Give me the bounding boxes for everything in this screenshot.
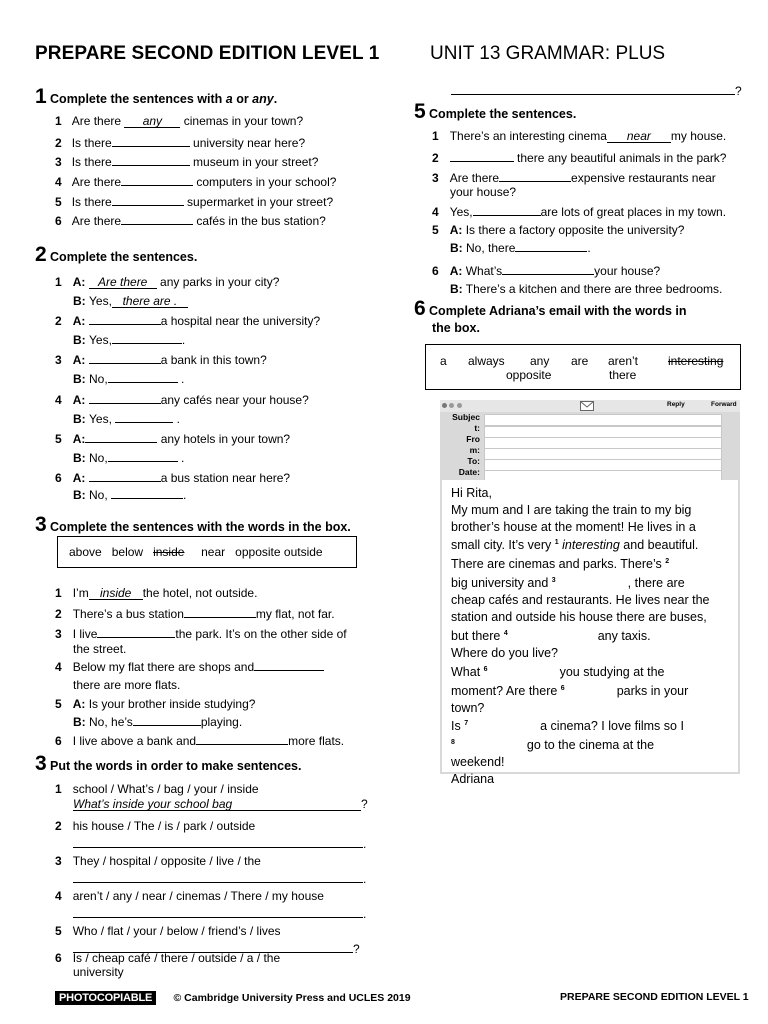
s5-item-2: 2 there any beautiful animals in the park? bbox=[432, 151, 727, 165]
s2-item-2: 2 A: a hospital near the university? B: Yes, . bbox=[55, 314, 321, 347]
blank[interactable] bbox=[108, 370, 178, 383]
copyright: © Cambridge University Press and UCLES 2019 bbox=[173, 992, 411, 1004]
s3-item-5: 5 A: Is your brother inside studying? B: No, he’s playing. bbox=[55, 697, 256, 729]
s3-item-2: 2 There’s a bus station my flat, not far. bbox=[55, 607, 335, 621]
blank[interactable] bbox=[89, 391, 161, 404]
box-word-used: inside bbox=[153, 545, 185, 559]
email-line: station and outside his house there are buses, bbox=[451, 610, 707, 625]
section-number: 6 bbox=[414, 297, 426, 320]
section-title: Complete the sentences with a or any. bbox=[50, 92, 278, 106]
answer-line[interactable] bbox=[73, 905, 363, 918]
email-line: cheap cafés and restaurants. He lives near the bbox=[451, 593, 710, 608]
blank[interactable] bbox=[108, 449, 178, 462]
s4-item-1: 1 school / What’s / bag / your / inside What’s inside your school bag ? bbox=[55, 782, 368, 811]
subject-label-cont: t: bbox=[474, 423, 480, 433]
window-dot-icon[interactable] bbox=[457, 403, 462, 408]
blank[interactable] bbox=[254, 658, 324, 671]
blank[interactable] bbox=[111, 486, 183, 499]
s4-item-5: 5 Who / flat / your / below / friend’s / lives ? bbox=[55, 924, 360, 956]
footer-left bbox=[55, 990, 411, 1004]
section-3-heading bbox=[35, 513, 351, 537]
email-line: My mum and I are taking the train to my big bbox=[451, 502, 692, 517]
date-label: Date: bbox=[458, 467, 480, 477]
footer-right: PREPARE SECOND EDITION LEVEL 1 bbox=[560, 991, 749, 1003]
email-line: There are cinemas and parks. There’s $^2$ bbox=[451, 557, 670, 572]
answer: inside bbox=[89, 587, 143, 600]
s1-item-4: 4 Are there computers in your school? bbox=[55, 175, 337, 189]
blank[interactable] bbox=[133, 713, 201, 726]
email-line: moment? Are there $^6$ parks in your bbox=[451, 683, 689, 698]
s5-item-5: 5 A: Is there a factory opposite the university? B: No, there . bbox=[432, 223, 685, 255]
s1-item-6: 6 Are there cafés in the bus station? bbox=[55, 214, 326, 228]
box-word: opposite bbox=[235, 545, 281, 559]
s3-item-6: 6 I live above a bank and more flats. bbox=[55, 734, 345, 748]
answer: Are there bbox=[89, 276, 157, 289]
s4-item-3: 3 They / hospital / opposite / live / the . bbox=[55, 854, 367, 886]
s2-item-4: 4 A: any cafés near your house? B: Yes, . bbox=[55, 393, 309, 426]
section-number: 1 bbox=[35, 85, 47, 108]
section-title-cont: the box. bbox=[432, 321, 480, 335]
blank[interactable] bbox=[112, 153, 190, 166]
box-word: outside bbox=[283, 545, 323, 559]
window-dot-icon[interactable] bbox=[449, 403, 454, 408]
box-word: always bbox=[468, 354, 505, 368]
section-title: Complete Adriana’s email with the words in bbox=[429, 304, 687, 318]
s3-item-4: 4 Below my flat there are shops and there are more flats. bbox=[55, 658, 324, 694]
email-line: town? bbox=[451, 700, 485, 715]
email-text bbox=[451, 485, 735, 788]
s4-item-6: 6 Is / cheap café / there / outside / a / the university bbox=[55, 951, 281, 979]
blank[interactable] bbox=[196, 732, 288, 745]
from-label: Fro bbox=[466, 434, 480, 444]
answer-line[interactable] bbox=[451, 82, 735, 95]
blank[interactable] bbox=[112, 331, 182, 344]
blank[interactable] bbox=[184, 605, 256, 618]
blank[interactable] bbox=[85, 430, 157, 443]
section-number: 3 bbox=[35, 513, 47, 536]
s1-item-5: 5 Is there supermarket in your street? bbox=[55, 195, 334, 209]
email-line: weekend! bbox=[451, 755, 505, 770]
email-line: $^8$ go to the cinema at the bbox=[451, 738, 655, 753]
blank[interactable] bbox=[115, 410, 173, 423]
section-5-heading bbox=[414, 100, 576, 124]
section-6-heading bbox=[414, 297, 687, 337]
window-dot-icon[interactable] bbox=[442, 403, 447, 408]
to-label: To: bbox=[467, 456, 480, 466]
box-word: opposite bbox=[506, 368, 552, 382]
email-line: small city. It’s very $^1$ interesting and beautiful. bbox=[451, 538, 699, 553]
section-title: Complete the sentences. bbox=[429, 107, 577, 121]
blank[interactable] bbox=[97, 625, 175, 638]
email-labels bbox=[444, 412, 480, 478]
section-title: Complete the sentences. bbox=[50, 250, 198, 264]
s5-item-3: 3 Are there expensive restaurants near your house? bbox=[432, 171, 716, 199]
blank[interactable] bbox=[121, 173, 193, 186]
header-title: PREPARE SECOND EDITION LEVEL 1 bbox=[35, 43, 380, 64]
email-body[interactable] bbox=[442, 480, 738, 786]
s3-item-3: 3 I live the park. It’s on the other side of the street. bbox=[55, 627, 347, 656]
s5-item-6: 6 A: What’s your house? B: There’s a kitchen and there are three bedrooms. bbox=[432, 264, 723, 296]
email-line: What $^6$ you studying at the bbox=[451, 664, 665, 679]
box-word: any bbox=[530, 354, 550, 368]
word-box bbox=[425, 344, 741, 390]
blank[interactable] bbox=[499, 169, 571, 182]
reply-button[interactable]: Reply bbox=[667, 401, 685, 408]
email-line: Where do you live? bbox=[451, 645, 559, 660]
blank[interactable] bbox=[450, 149, 514, 162]
photocopiable-badge: PHOTOCOPIABLE bbox=[55, 991, 156, 1005]
section-number: 2 bbox=[35, 243, 47, 266]
section-number: 5 bbox=[414, 100, 426, 123]
box-word: a bbox=[440, 354, 447, 368]
box-word: there bbox=[609, 368, 637, 382]
box-word-used: interesting bbox=[668, 354, 724, 368]
section-number: 3 bbox=[35, 752, 47, 775]
unit-title: UNIT 13 GRAMMAR: PLUS bbox=[430, 43, 666, 64]
subject-field[interactable] bbox=[484, 414, 722, 426]
blank[interactable] bbox=[89, 351, 161, 364]
word-box bbox=[57, 536, 357, 568]
blank[interactable] bbox=[89, 312, 161, 325]
blank[interactable] bbox=[112, 193, 184, 206]
box-word: above bbox=[69, 545, 102, 559]
section-1-heading bbox=[35, 85, 277, 109]
email-line: Hi Rita, bbox=[451, 486, 492, 500]
answer-line[interactable] bbox=[73, 870, 363, 883]
subject-label: Subjec bbox=[452, 412, 480, 422]
s5-item-1: 1 There’s an interesting cinema near my house. bbox=[432, 129, 727, 143]
section-2-heading bbox=[35, 243, 197, 267]
section-title: Put the words in order to make sentences. bbox=[50, 759, 302, 773]
box-word: near bbox=[201, 545, 226, 559]
s5-item-4: 4 Yes, are lots of great places in my town. bbox=[432, 205, 727, 219]
blank[interactable] bbox=[89, 469, 161, 482]
email-window bbox=[440, 400, 740, 786]
section-title: Complete the sentences with the words in the box. bbox=[50, 520, 351, 534]
box-word: aren’t bbox=[608, 354, 639, 368]
email-line: but there $^4$ any taxis. bbox=[451, 629, 651, 643]
email-line: big university and $^3$ , there are bbox=[451, 576, 685, 591]
answer-line[interactable] bbox=[73, 835, 363, 848]
envelope-icon[interactable] bbox=[580, 401, 594, 411]
from-label-cont: m: bbox=[469, 445, 480, 455]
s4-item-2: 2 his house / The / is / park / outside . bbox=[55, 819, 367, 851]
s1-item-3: 3 Is there museum in your street? bbox=[55, 155, 319, 169]
box-word: below bbox=[111, 545, 144, 559]
answer: What’s inside your school bag bbox=[73, 798, 361, 811]
answer: there are . bbox=[112, 295, 188, 308]
s2-item-3: 3 A: a bank in this town? B: No, . bbox=[55, 353, 267, 386]
email-line: brother’s house at the moment! He lives in a bbox=[451, 519, 696, 534]
blank[interactable] bbox=[473, 203, 541, 216]
email-line: Adriana bbox=[451, 772, 495, 786]
blank[interactable] bbox=[515, 239, 587, 252]
blank[interactable] bbox=[112, 134, 190, 147]
section-4-heading bbox=[35, 752, 301, 776]
s1-item-2: 2 Is there university near here? bbox=[55, 136, 306, 150]
email-line: Is $^7$ a cinema? I love films so I bbox=[451, 719, 684, 734]
email-toolbar bbox=[440, 400, 740, 412]
forward-button[interactable]: Forward bbox=[711, 401, 737, 408]
s3-item-1: 1 I’m inside the hotel, not outside. bbox=[55, 586, 258, 600]
answer: any bbox=[124, 115, 180, 128]
s4-item-4: 4 aren’t / any / near / cinemas / There / my house . bbox=[55, 889, 367, 921]
s2-item-1: 1 A: Are there any parks in your city? B: Yes, there are . bbox=[55, 275, 280, 308]
s1-item-1: 1 Are there any cinemas in your town? bbox=[55, 114, 304, 128]
blank[interactable] bbox=[121, 212, 193, 225]
s4-item-6-answer-line: ? bbox=[451, 82, 742, 98]
box-word: are bbox=[571, 354, 589, 368]
s2-item-6: 6 A: a bus station near here? B: No, . bbox=[55, 471, 291, 502]
s2-item-5: 5 A: any hotels in your town? B: No, . bbox=[55, 432, 291, 465]
answer: near bbox=[607, 130, 671, 143]
blank[interactable] bbox=[502, 262, 594, 275]
